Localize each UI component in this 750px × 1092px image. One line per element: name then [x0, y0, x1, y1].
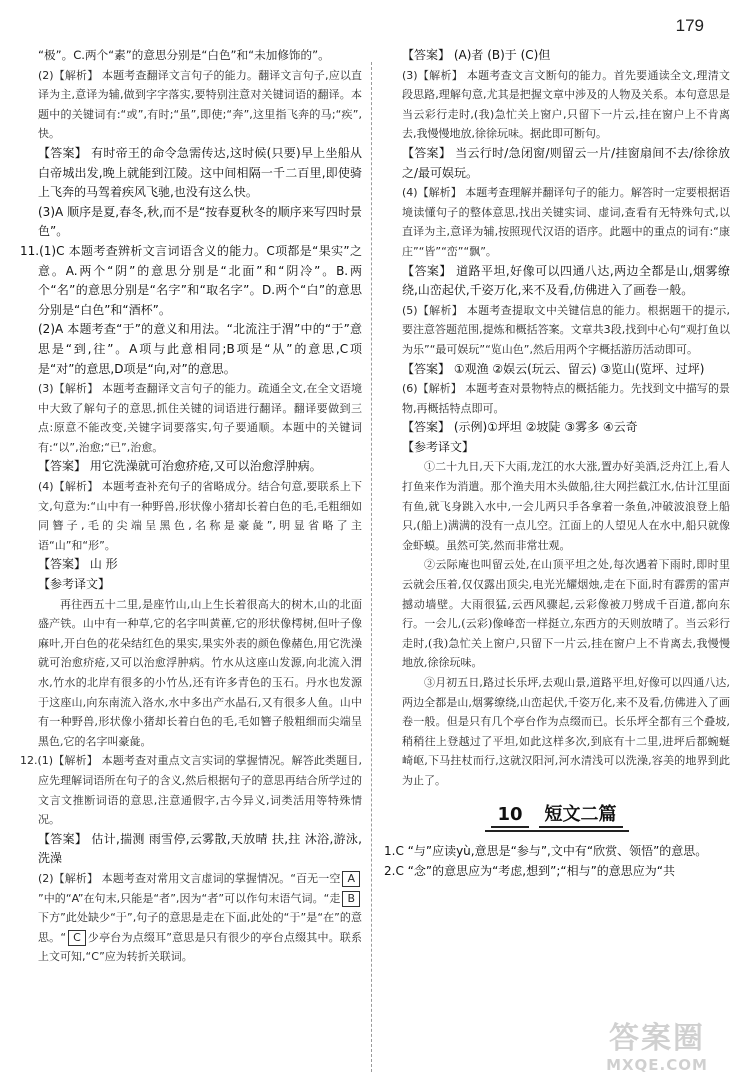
right-paragraph: 【答案】 ①观渔 ②娱云(玩云、留云) ③览山(览坪、过坪): [402, 361, 705, 376]
section-number: 10: [491, 805, 528, 829]
left-paragraph: (3)【解析】 本题考查翻译文言句子的能力。疏通全文,在全文语境中大致了解句子的意思,抓住关键的词语进行翻译。翻译要做到三点:原意不能改变,关键字词要落实,句子要通顺。本题中的关键词有:“以”,治愈;“已”,治愈。: [38, 382, 362, 454]
blank-box: A: [342, 871, 360, 887]
left-paragraph: 再往西五十二里,是座竹山,山上生长着很高大的树木,山的北面盛产铁。山中有一种草,它的名字叫黄雚,它的形状像樗树,但叶子像麻叶,开白色的花朵结红色的果实,果实外表的颜色像赭色,用它洗澡就可治愈疥疮,又可以治愈浮肿病。竹水从这座山发源,向北流入渭水,竹水的北岸有很多的小竹丛,还有许多青色的玉石。丹水也发源于这座山,向东南流入洛水,水中多出产水晶石,又有很多人鱼。山中有一种野兽,形状像小猪却长着白色的毛,毛如簪子般粗细而尖端呈黑色,它的名字叫豪彘。: [38, 597, 362, 748]
right-paragraph: (4)【解析】 本题考查理解并翻译句子的能力。解答时一定要根据语境读懂句子的整体意思,找出关键实词、虚词,查看有无特殊句式,以直译为主,意译为辅,按照现代汉语的语序。此题中的重点的词有:“康庄”“皆”“峦”“飘”。: [402, 186, 730, 258]
right-paragraph: 【答案】 当云行时/急闭窗/则留云一片/挂窗扇间不去/徐徐放之/最可娱玩。: [402, 145, 730, 180]
right-paragraph: (6)【解析】 本题考查对景物特点的概括能力。先找到文中描写的景物,再概括特点即可。: [402, 382, 730, 415]
right-paragraph: ②云际庵也叫留云处,在山顶平坦之处,每次遇着下雨时,即时里云就会压着,仅仅露出顶尖,电光光耀烟烛,走在下面,时有霹雳的雷声撼动墙壁。大雨很猛,云西风骤起,云彩像被刀劈成千百道,都向东行。一会儿,(云彩)像峰峦一样挺立,东西方的天则放晴了。当云彩行走时,(我)急忙关上窗户,只留下一片云,挂在窗户上不肯离去,我慢慢地放,徐徐玩味。: [402, 558, 730, 670]
left-paragraph: 【答案】 估计,揣测 雨雪停,云雾散,天放晴 扶,拄 沐浴,游泳,洗澡: [38, 831, 362, 866]
blank-box: C: [68, 930, 86, 946]
right-paragraph: 【答案】 (A)者 (B)于 (C)但: [402, 48, 551, 62]
right-paragraph: 1.C “与”应读yù,意思是“参与”,文中有“欣赏、领悟”的意思。: [384, 844, 708, 859]
right-column: [384, 46, 730, 881]
page-number: 179: [675, 16, 704, 35]
left-paragraph: 【答案】 有时帝王的命令急需传达,这时候(只要)早上坐船从白帝城出发,晚上就能到江陵。这中间相隔一千二百里,即使骑上飞奔的马驾着疾风飞驰,也没有这么快。: [38, 145, 362, 200]
left-paragraph: “极”。C.两个“素”的意思分别是“白色”和“未加修饰的”。: [38, 48, 330, 62]
left-paragraph: (2)A 本题考查“于”的意义和用法。“北流注于渭”中的“于”意思是“到,往”。A项与此意相同;B项是“从”的意思,C项是“对”的意思,D项是“向,对”的意思。: [38, 322, 362, 376]
right-paragraph: (3)【解析】 本题考查文言文断句的能力。首先要通读全文,理清文段思路,理解句意,尤其是把握文章中涉及的人物及关系。本句意思是当云彩行走时,(我)急忙关上窗户,只留下一片云,挂在窗户上不肯离去,我慢慢地放,徐徐玩味。据此即可断句。: [402, 68, 730, 141]
left-paragraph: [20, 869, 362, 967]
left-paragraph: (2)【解析】 本题考查翻译文言句子的能力。翻译文言句子,应以直译为主,意译为辅,做到字字落实,要特别注意对关键词语的翻译。本题中的关键词有:“或”,有时;“虽”,即使;“奔”,这里指飞奔的马;“疾”,快。: [38, 68, 362, 141]
watermark-logo: [592, 1022, 722, 1078]
right-paragraph: ③月初五日,路过长乐坪,去观山景,道路平坦,好像可以四通八达,两边全都是山,烟雾缭绕,山峦起伏,千姿万化,来不及看,仿佛进入了画卷一般。但是只有几个亭台作为点缀而已。长乐坪全都有三个叠坡,稍稍往上登越过了平坦,如此这样多次,到底有十二里,进坪后都蜿蜒崎岖,下马拄杖而行,这就汉阳河,河水清浅可以洗澡,容美的地界到此为止了。: [402, 676, 730, 787]
section-heading-underline: [485, 805, 628, 833]
column-divider: [371, 62, 372, 1072]
left-column: [20, 46, 362, 967]
text-run: (2)【解析】 本题考查对常用文言虚词的掌握情况。“百无一空: [38, 871, 341, 885]
left-paragraph: (3)A 顺序是夏,春冬,秋,而不是“按春夏秋冬的顺序来写四时景色”。: [38, 204, 362, 239]
watermark-logo-text: 答案圈: [609, 1021, 705, 1056]
right-paragraph: 【答案】 道路平坦,好像可以四通八达,两边全都是山,烟雾缭绕,山峦起伏,千姿万化,来不及看,仿佛进入了画卷一般。: [402, 263, 730, 298]
right-paragraph: 2.C “念”的意思应为“考虑,想到”;“相与”的意思应为“共: [384, 863, 676, 878]
right-paragraph: 【参考译文】: [402, 439, 475, 454]
text-run: 下方”此处缺少“于”,句子的意思是走在下面,此处的“于”是“在”的意思。“: [38, 911, 362, 944]
left-paragraph: (4)【解析】 本题考查补充句子的省略成分。结合句意,要联系上下文,句意为:“山中有一种野兽,形状像小猪却长着白色的毛,毛粗细如同簪子,毛的尖端呈黑色,名称是豪彘”,明显省略了主语“山”和“形”。: [38, 480, 362, 552]
blank-box: B: [342, 891, 360, 907]
left-paragraph: 【答案】 用它洗澡就可治愈疥疮,又可以治愈浮肿病。: [38, 459, 322, 474]
text-run: 少亭台为点缀耳”意思是只有很少的亭台点缀其中。联系上文可知,“C”应为转折关联词。: [38, 930, 362, 964]
watermark-url: MXQE.COM: [606, 1056, 708, 1074]
text-run: ”中的“A”在句末,只能是“者”,因为“者”可以作句末语气词。“走: [38, 891, 341, 905]
left-paragraph: 12.(1)【解析】 本题考查对重点文言实词的掌握情况。解答此类题目,应先理解词语所在句子的含义,然后根据句子的意思再结合所学过的文言文推断词语的意思,注意通假字,古今异义,词类活用等特殊情况。: [20, 754, 362, 827]
section-title: 短文二篇: [539, 805, 623, 829]
right-paragraph: ①二十九日,天下大雨,龙江的水大涨,置办好美酒,泛舟江上,看人打鱼来作为消遣。那个渔夫用木头做船,往大网拦截江水,估计江里面有鱼,就飞身跳入水中,一会儿两只手各拿着一条鱼,冲破波浪登上船只,(船上)满满的没有一点儿空。江面上的人望见人在水中,船只就像金虾蟆。虽然可笑,然而非常壮观。: [402, 460, 730, 552]
left-paragraph: 【参考译文】: [38, 577, 111, 592]
section-heading: [384, 805, 730, 833]
right-paragraph: 【答案】 (示例)①坪坦 ②坡陡 ③雾多 ④云奇: [402, 420, 638, 435]
right-paragraph: (5)【解析】 本题考查提取文中关键信息的能力。根据题干的提示,要注意答题范围,提炼和概括答案。文章共3段,找到中心句“观打鱼以为乐”“最可娱玩”“览山色”,然后用两个字概括游历活动即可。: [402, 303, 730, 356]
left-paragraph: 11.(1)C 本题考查辨析文言词语含义的能力。C项都是“果实”之意。A.两个“阴”的意思分别是“北面”和“阴冷”。B.两个“名”的意思分别是“名字”和“取名字”。D.两个“白”的意思分别是“白色”和“酒杯”。: [20, 243, 362, 317]
left-paragraph: 【答案】 山 形: [38, 557, 118, 572]
